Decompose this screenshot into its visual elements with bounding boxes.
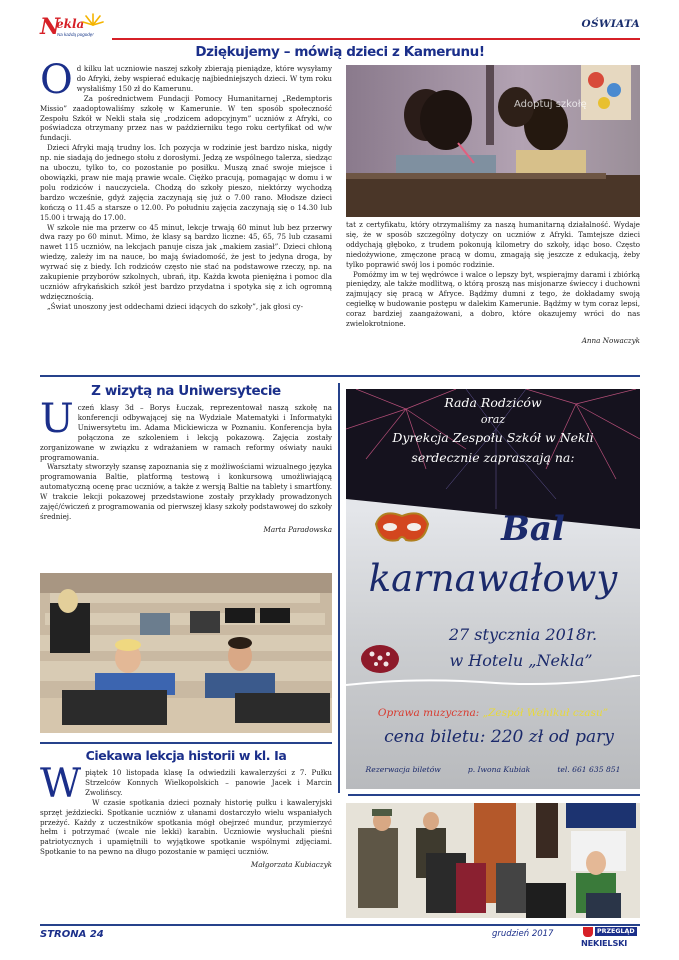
brand-top: PRZEGLĄD	[597, 928, 635, 935]
article1-paragraph: W szkole nie ma przerw co 45 minut, lekcje trwają 60 minut lub bez przerwy dwa razy po 60 minut. Mimo, że klasy są bardzo liczne: 45, 65, 75 lub czasami nawet 115 uczniów, na lekcjach panuje cisza jak „makiem zasiał”. Dzieci chłoną wiedzę, zależy im na nauce, bo mają świadomość, że jest to jedyna droga, by wyrwać się z biedy. Ich rodziców często nie stać na podstawowe rzeczy, np. na zakupienie przyborów szkolnych, ubrań, itp. Każda kwota pieniężna i pomoc dla uczniów afrykańskich szkół jest bardzo przydatna i spotyka się z ich ogromną wdzięcznością.	[40, 222, 332, 301]
section-divider	[348, 794, 640, 796]
article2-title: Z wizytą na Uniwersytecie	[91, 383, 281, 399]
wave-divider	[346, 675, 640, 689]
university-lecture-photo	[40, 573, 332, 733]
przeglad-nekielski-logo	[581, 927, 641, 949]
logo-tagline: Na każdą pogodę!	[57, 32, 94, 37]
poster-price: cena biletu: 220 zł od pary	[384, 727, 614, 747]
poster-organizer: Rada Rodziców	[444, 395, 542, 410]
article1-paragraph: Pomóżmy im w tej wędrówce i walce o lepszy byt, wspierajmy darami i zbiórką pieniędzy, ale także modlitwą, o którą proszą nas misjonarze świeccy i duchowni zajmujący się pracą w Afryce. Bądźmy dumni z tego, że dokładamy swoją cegiełkę w budowanie postępu w dalekim Kamerunie. Bądźmy w tym coraz lepsi, coraz bardziej zaangażowani, a dobro, które okazujemy wróci do nas zwielokrotnione.	[346, 269, 640, 329]
section-name: OŚWIATA	[581, 18, 640, 30]
poster-date: 27 stycznia 2018r.	[448, 625, 598, 644]
poster-reservation-label: Rezerwacja biletów	[365, 765, 441, 774]
article2-paragraph: czeń klasy 3d – Borys Łuczak, reprezentował naszą szkołę na konferencji odbywającej się na Wydziale Matematyki i Informatyki Uniwersytetu im. Adama Mickiewicza w Poznaniu. Konferencja była połączona ze szkoleniem i lekcją pokazową. Zajęcia zostały zorganizowane w związku z wdrażaniem w ramach reformy oświaty nauki programowania.	[40, 403, 332, 462]
article2-author: Marta Paradowska	[263, 524, 332, 534]
article1-paragraph: Za pośrednictwem Fundacji Pomocy Humanitarnej „Redemptoris Missio” zaadoptowaliśmy szkołę w Kamerunie. W ten sposób społeczność Zespołu Szkół w Nekli stała się „rodzicem adopcyjnym” uczniów z Afryki, co poświadcza otrzymany przez nas w październiku tego roku certyfikat od w/w fundacji.	[40, 93, 332, 143]
article3-column	[40, 761, 332, 870]
logo-text: ekla	[56, 17, 85, 31]
page-number: STRONA 24	[40, 929, 104, 940]
nekla-logo	[40, 12, 110, 40]
article1-paragraph: „Świat unoszony jest oddechami dzieci idących do szkoły”, jak głosi cy-	[47, 301, 303, 311]
poster-reservation-person: p. Iwona Kubiak	[467, 765, 531, 774]
header-divider	[112, 38, 640, 40]
article2-dropcap: U	[40, 396, 74, 442]
poster-venue: w Hotelu „Nekla”	[449, 651, 593, 670]
poster-event-subtitle: karnawałowy	[368, 557, 618, 600]
poster-organizer-school: Dyrekcja Zespołu Szkół w Nekli	[392, 430, 594, 445]
column-divider	[338, 383, 340, 793]
footer-divider	[40, 924, 640, 926]
article1-paragraph: Dzieci Afryki mają trudny los. Ich pozycja w rodzinie jest bardzo niska, nigdy np. nie siadają do jednego stołu z dorosłymi. Jedzą ze wspólnego talerza, siedząc na uboczu, tylko to, co pozostanie po posiłku. Muszą znać swoje miejsce i obowiązki, praw nie mają prawie wcale. Ciężko pracują, pomagając w domu i w polu rodziców i nauczyciela. Chodzą do szkoły pieszo, niektórzy wychodzą bardzo wcześnie, gdyż zajęcia zaczynają się już o 7.00 rano. Młodsze dzieci kończą o 11.45 a starsze o 12.00. Po południu zajęcia zaczynają się o 14.30 lub 15.00 i trwają do 17.00.	[40, 143, 332, 222]
poster-invitation: serdecznie zapraszają na:	[411, 450, 575, 465]
section-divider	[40, 742, 332, 744]
article1-left-column	[40, 57, 332, 312]
shield-icon	[583, 927, 593, 937]
article3-paragraph: piątek 10 listopada klasę Ia odwiedzili kawalerzyści z 7. Pułku Strzelców Konnych Wielkopolskich – panowie Jacek i Marcin Zwolińscy.	[85, 768, 332, 797]
article1-paragraph: d kilku lat uczniowie naszej szkoły zbierają pieniądze, które wysyłamy do Afryki, żeby wspierać edukację najbiedniejszych dzieci. W tym roku wysłaliśmy 150 zł do Kamerunu.	[76, 64, 332, 93]
poster-reservation-phone: tel. 661 635 851	[557, 765, 621, 774]
carnival-ball-poster	[346, 389, 640, 789]
article2-column	[40, 396, 332, 535]
article1-right-column	[346, 220, 640, 346]
logo-initial: N	[40, 14, 61, 40]
poster-reservation	[346, 765, 640, 774]
page-header	[40, 12, 640, 42]
article3-dropcap: W	[40, 761, 82, 807]
poster-conjunction: oraz	[480, 413, 506, 426]
article1-dropcap: O	[40, 57, 73, 103]
article1-title: Dziękujemy – mówią dzieci z Kamerunu!	[195, 44, 485, 60]
poster-music-band: „Zespół Wehikuł czasu”	[482, 707, 609, 719]
article2-paragraph: Warsztaty stworzyły szansę zapoznania się z możliwościami wizualnego języka programowania Baltie, platformą testową i konkursową umożliwiającą automatyczną ocenę prac uczniów, a także z wersją Baltie na tablety i smartfony. W trakcie lekcji pokazowej przedstawione zostały przykłady prowadzonych zajęć/ćwiczeń z programowania od pierwszej klasy szkoły podstawowej do szkoły średniej.	[40, 462, 332, 521]
article1-author: Anna Nowaczyk	[581, 335, 640, 345]
africa-classroom-photo	[346, 65, 640, 217]
brand-bottom: NEKIELSKI	[581, 938, 628, 948]
article3-paragraph: W czasie spotkania dzieci poznały historię pułku i kawaleryjski sprzęt jeździecki. Spotkanie uczniów z ułanami dostarczyło wielu wspaniałych przeżyć. Każdy z uczestników spotkania mógł obejrzeć mundur, przymierzyć hełm i potrzymać (wcale nie lekki) karabin. Uczniowie wysłuchali pieśni patriotycznych i upamiętnili to wyjątkowe spotkanie wspólnymi zdjęciami. Spotkanie to na pewno na długo pozostanie w pamięci uczniów.	[40, 797, 332, 857]
sun-icon	[82, 12, 104, 26]
cavalry-visit-photo	[346, 803, 640, 918]
article1-paragraph: tat z certyfikatu, który otrzymaliśmy za naszą humanitarną działalność. Wydaje się, że w sposób szczególny dotyczy on uczniów z Afryki. Tamtejsze dzieci oddychają głęboko, z trudem pokonują kilometry do szkoły, idąc boso. Często niedożywione, zmęczone pracą w domu, zmagają się jeszcze z edukacją, żeby tylko poprawić swój los i pomóc rodzinie.	[346, 220, 640, 269]
issue-date: grudzień 2017	[492, 929, 554, 939]
article3-title: Ciekawa lekcja historii w kl. Ia	[85, 748, 287, 763]
photo-watermark: Adoptuj szkołę	[514, 99, 587, 110]
poster-event-title: Bal	[501, 509, 565, 549]
poster-music	[346, 707, 640, 719]
article3-author: Małgorzata Kubiaczyk	[250, 860, 332, 870]
section-divider	[40, 375, 640, 377]
poster-music-label: Oprawa muzyczna:	[377, 707, 480, 719]
